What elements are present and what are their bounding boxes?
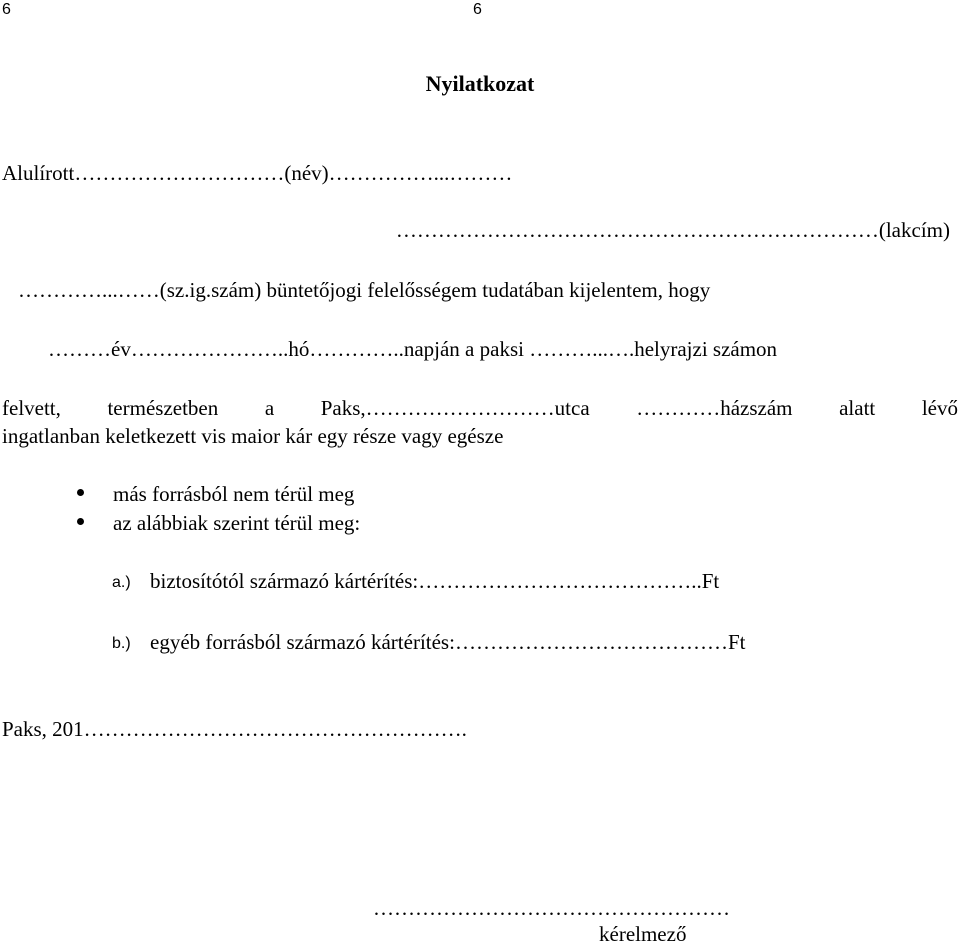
name-line: Alulírott…………………………(név)……………...……… xyxy=(2,161,513,185)
address-line: ……………………………………………………………(lakcím) xyxy=(395,218,950,242)
bullet-item-not-recovered: más forrásból nem térül meg xyxy=(113,482,355,506)
item-a-marker: a.) xyxy=(112,574,131,591)
place-date-line: Paks, 201………………………………………………. xyxy=(2,717,467,741)
signature-label: kérelmező xyxy=(599,922,687,946)
item-b-marker: b.) xyxy=(112,635,131,652)
date-parcel-line: ………év…………………..hó…………..napján a paksi ………...….helyrajzi számon xyxy=(48,337,778,361)
item-a-insurance-compensation: biztosítótól származó kártérítés:…………………………………..Ft xyxy=(150,569,720,593)
signature-dots: …………………………………………… xyxy=(373,896,730,920)
document-title: Nyilatkozat xyxy=(425,71,535,96)
id-number-line: …………...……(sz.ig.szám) büntetőjogi felelősségem tudatában kijelentem, hogy xyxy=(18,278,711,302)
bullet-icon xyxy=(77,518,84,525)
bullet-icon xyxy=(77,489,84,496)
bullet-item-recovered-as-follows: az alábbiak szerint térül meg: xyxy=(113,511,361,535)
property-line: felvett, természetben a Paks,………………………utca …………házszám alatt lévő xyxy=(2,396,958,420)
damage-statement-line: ingatlanban keletkezett vis maior kár egy része vagy egésze xyxy=(2,424,504,448)
page-number-right: 6 xyxy=(473,1,482,18)
page-number-left: 6 xyxy=(2,1,11,18)
item-b-other-compensation: egyéb forrásból származó kártérítés:…………………………………Ft xyxy=(150,630,746,654)
